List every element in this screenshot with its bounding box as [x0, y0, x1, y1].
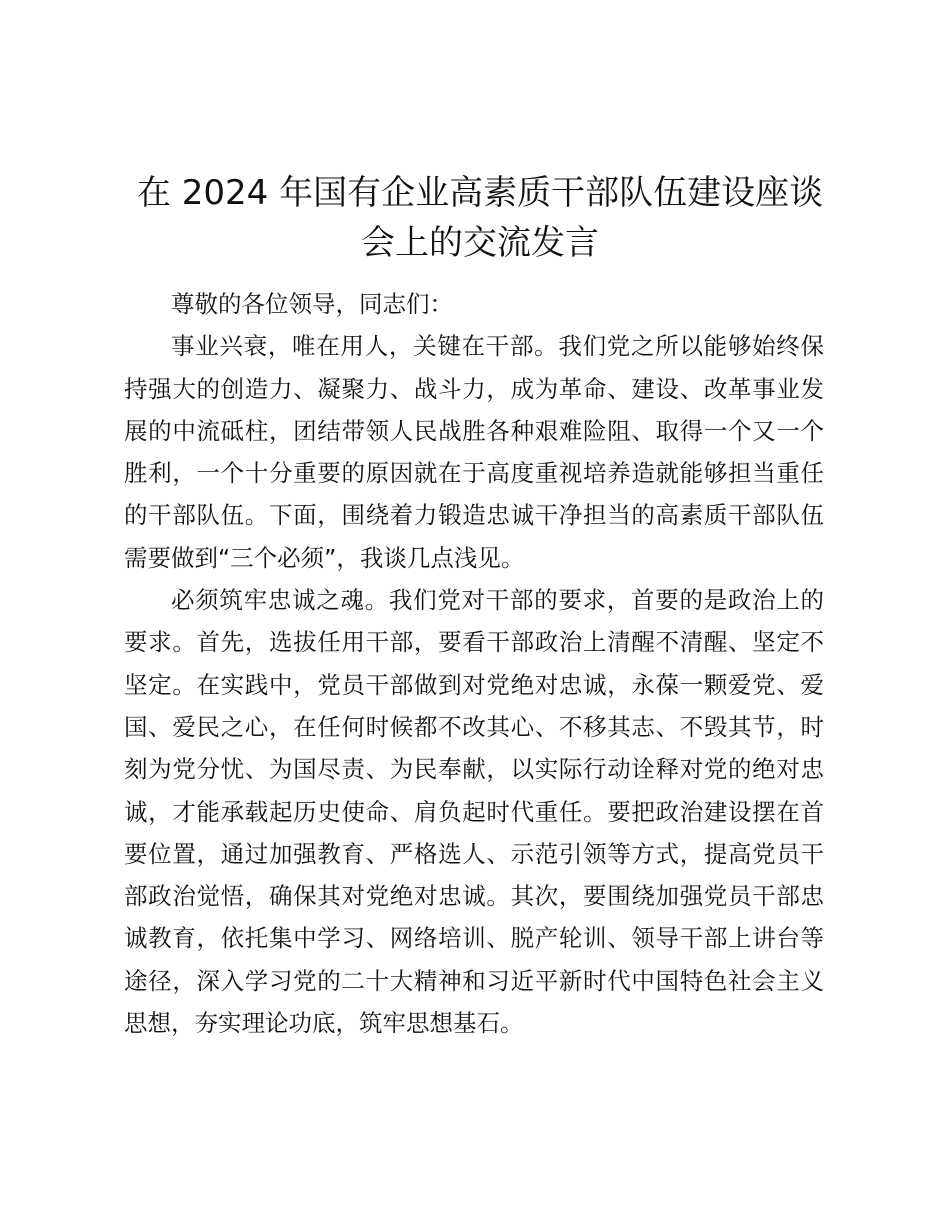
paragraph-2: 必须筑牢忠诚之魂。我们党对干部的要求，首要的是政治上的要求。首先，选拔任用干部，要看干部政治上清醒不清醒、坚定不坚定。在实践中，党员干部做到对党绝对忠诚，永葆一颗爱党、爱国、爱民之心，在任何时候都不改其心、不移其志、不毁其节，时刻为党分忧、为国尽责、为民奉献，以实际行动诠释对党的绝对忠诚，才能承载起历史使命、肩负起时代重任。要把政治建设摆在首要位置，通过加强教育、严格选人、示范引领等方式，提高党员干部政治觉悟，确保其对党绝对忠诚。其次，要围绕加强党员干部忠诚教育，依托集中学习、网络培训、脱产轮训、领导干部上讲台等途径，深入学习党的二十大精神和习近平新时代中国特色社会主义思想，夯实理论功底，筑牢思想基石。 — [124, 586, 824, 1038]
title-line-2: 会上的交流发言 — [361, 223, 599, 263]
document-title — [120, 168, 840, 268]
paragraph-1: 事业兴衰，唯在用人，关键在干部。我们党之所以能够始终保持强大的创造力、凝聚力、战斗力，成为革命、建设、改革事业发展的中流砥柱，团结带领人民战胜各种艰难险阻、取得一个又一个胜利，一个十分重要的原因就在于高度重视培养造就能够担当重任的干部队伍。下面，围绕着力锻造忠诚干净担当的高素质干部队伍需要做到“三个必须”，我谈几点浅见。 — [124, 332, 824, 572]
document-body — [124, 283, 824, 1044]
salutation: 尊敬的各位领导，同志们： — [171, 290, 453, 318]
title-line-1: 在 2024 年国有企业高素质干部队伍建设座谈 — [136, 173, 824, 213]
